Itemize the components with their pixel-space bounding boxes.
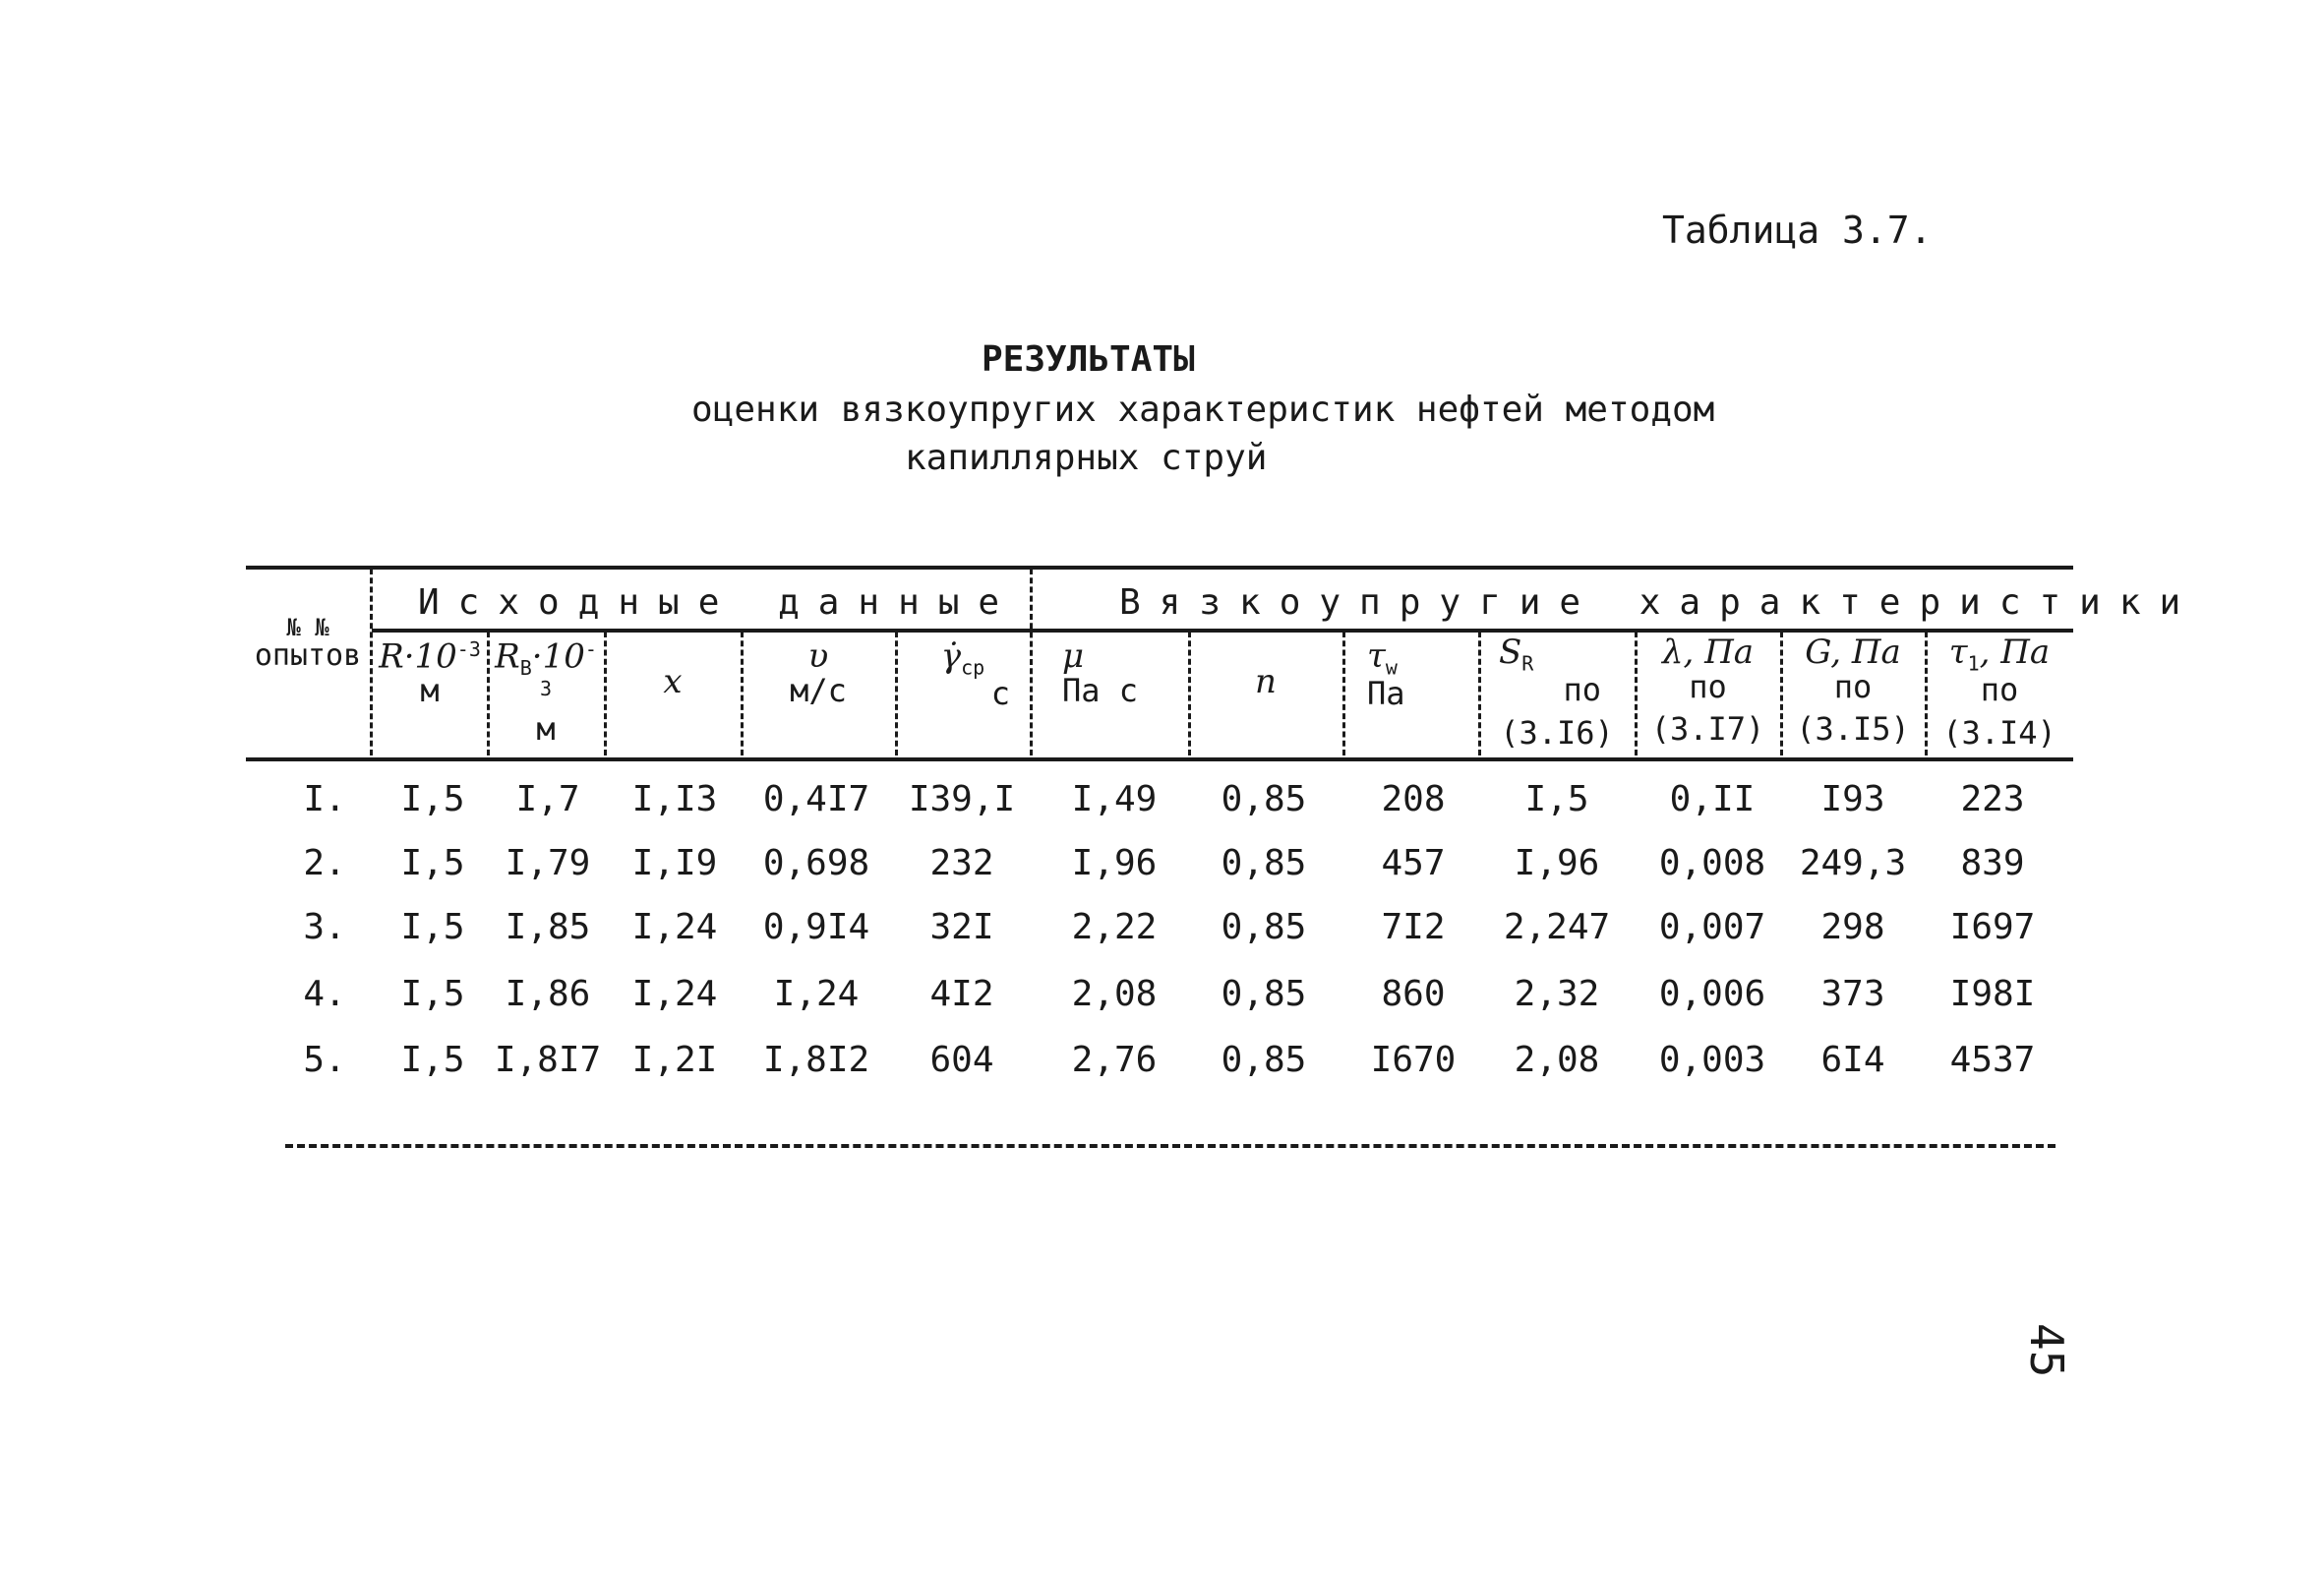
row-number-cell: 3. [303,907,346,947]
table-cell: 2,08 [1071,974,1158,1014]
table-cell: I,I9 [631,843,718,883]
sub: ср [961,655,985,680]
unit: м [536,710,556,749]
header-bottom-rule [246,757,2073,761]
symbol-n: n [1255,662,1277,701]
table-cell: I,5 [400,974,465,1014]
table-bottom-rule [285,1144,2056,1148]
table-cell: I,24 [631,907,718,947]
row-number-cell: 5. [303,1040,346,1080]
symbol-tau-w: τ [1367,636,1386,676]
symbol-tau-1: τ [1948,633,1968,672]
symbol-tau-1-unit: , Па [1979,633,2051,672]
table-top-rule [246,566,2073,570]
col-divider [1030,569,1033,755]
table-cell: I,24 [631,974,718,1014]
table-cell: 2,247 [1503,907,1611,947]
formula-ref: (3.I7) [1650,710,1765,749]
symbol-r: R·10 [379,636,457,677]
table-cell: 860 [1381,974,1446,1014]
table-cell: 208 [1381,779,1446,819]
table-cell: 2,76 [1071,1040,1158,1080]
unit: м/с [790,671,847,709]
unit: м [420,672,440,710]
title-line-3: капиллярных струй [905,438,1268,478]
unit: Па [1367,675,1405,713]
header-col-rb [490,636,602,749]
table-cell: I,96 [1071,843,1158,883]
unit: Па с [1062,671,1139,709]
table-cell: 604 [929,1040,994,1080]
header-col-tau-w [1345,636,1476,713]
table-cell: 6I4 [1820,1040,1885,1080]
symbol-shear-rate: γ̇ [940,636,962,676]
symbol-rb: R [495,636,520,677]
table-cell: I,79 [505,843,591,883]
table-cell: I,5 [1524,779,1589,819]
table-cell: 7I2 [1381,907,1446,947]
table-cell: I,5 [400,907,465,947]
table-cell: 0,003 [1658,1040,1766,1080]
table-cell: 0,85 [1221,907,1307,947]
table-cell: I98I [1949,974,2036,1014]
table-cell: 839 [1960,843,2025,883]
unit: по [1563,671,1601,709]
formula-ref: (3.I5) [1796,710,1910,749]
table-cell: I,5 [400,779,465,819]
group-header-viscoelastic: Вязкоупругие характеристики [1119,582,2200,623]
table-label: Таблица 3.7. [1662,209,1933,252]
table-cell: 223 [1960,779,2025,819]
symbol-g: G, Па [1805,633,1901,672]
table-cell: 249,3 [1799,843,1907,883]
table-cell: I697 [1949,907,2036,947]
table-cell: 0,006 [1658,974,1766,1014]
header-col-velocity [744,636,893,709]
sub: 1 [1967,651,1980,676]
symbol-lambda: λ, Па [1661,633,1755,672]
unit: по [1833,667,1873,705]
header-col-r [374,636,486,710]
header-col-x [607,662,739,701]
table-cell: 4I2 [929,974,994,1014]
unit: с [990,675,1010,713]
table-cell: 0,II [1669,779,1756,819]
table-cell: I,8I7 [494,1040,602,1080]
table-cell: 2,08 [1514,1040,1600,1080]
table-cell: I,96 [1514,843,1600,883]
table-cell: I,5 [400,1040,465,1080]
table-cell: I93 [1820,779,1885,819]
symbol-viscosity: μ [1062,636,1085,676]
title-heading: РЕЗУЛЬТАТЫ [982,339,1195,380]
table-cell: I,86 [505,974,591,1014]
table-cell: I,5 [400,843,465,883]
row-no-mark: № № [286,614,329,641]
header-col-lambda [1638,635,1778,747]
table-cell: 0,85 [1221,843,1307,883]
table-cell: 2,22 [1071,907,1158,947]
col-divider [370,569,373,755]
sup: -3 [456,637,481,661]
row-no-label: опытов [254,638,362,674]
table-cell: I,I3 [631,779,718,819]
table-cell: 0,007 [1658,907,1766,947]
header-col-sr [1481,635,1633,751]
table-cell: I,49 [1071,779,1158,819]
table-cell: 2,32 [1514,974,1600,1014]
formula-ref: (3.I4) [1942,713,2056,752]
table-cell: I670 [1370,1040,1457,1080]
table-cell: 0,85 [1221,1040,1307,1080]
header-col-shear-rate [898,636,1028,713]
table-cell: 232 [929,843,994,883]
header-col-viscosity [1035,636,1186,709]
sub: R [1521,651,1534,676]
table-cell: 373 [1820,974,1885,1014]
table-cell: I,24 [773,974,860,1014]
table-cell: 32I [929,907,994,947]
table-cell: 457 [1381,843,1446,883]
table-cell: 298 [1820,907,1885,947]
table-cell: 4537 [1949,1040,2036,1080]
unit: по [1689,667,1727,705]
row-number-cell: I. [303,779,346,819]
unit: по [1980,671,2019,709]
page-number: 45 [2020,1323,2073,1378]
symbol-rb-factor: ·10 [531,636,585,677]
symbol-velocity: υ [807,636,829,676]
table-cell: 0,008 [1658,843,1766,883]
table-cell: 0,85 [1221,779,1307,819]
header-col-g [1783,635,1923,747]
symbol-sr: S [1499,633,1522,672]
table-cell: 0,85 [1221,974,1307,1014]
formula-ref: (3.I6) [1500,713,1614,752]
row-number-cell: 4. [303,974,346,1014]
sub: B [519,656,532,681]
row-number-cell: 2. [303,843,346,883]
header-row-number [246,616,370,672]
table-cell: I,8I2 [762,1040,870,1080]
table-cell: 0,9I4 [762,907,870,947]
group-header-input: Исходные данные [418,582,1019,623]
symbol-x: x [663,662,683,701]
header-col-tau-1 [1928,635,2071,751]
title-line-2: оценки вязкоупругих характеристик нефтей методом [691,390,1715,430]
table-cell: I,7 [515,779,580,819]
table-cell: 0,4I7 [762,779,870,819]
table-cell: I,2I [631,1040,718,1080]
table-cell: I39,I [908,779,1016,819]
table-cell: 0,698 [762,843,870,883]
header-col-n [1191,662,1341,701]
sub: w [1385,655,1398,680]
table-cell: I,85 [505,907,591,947]
sup: -3 [539,637,597,701]
